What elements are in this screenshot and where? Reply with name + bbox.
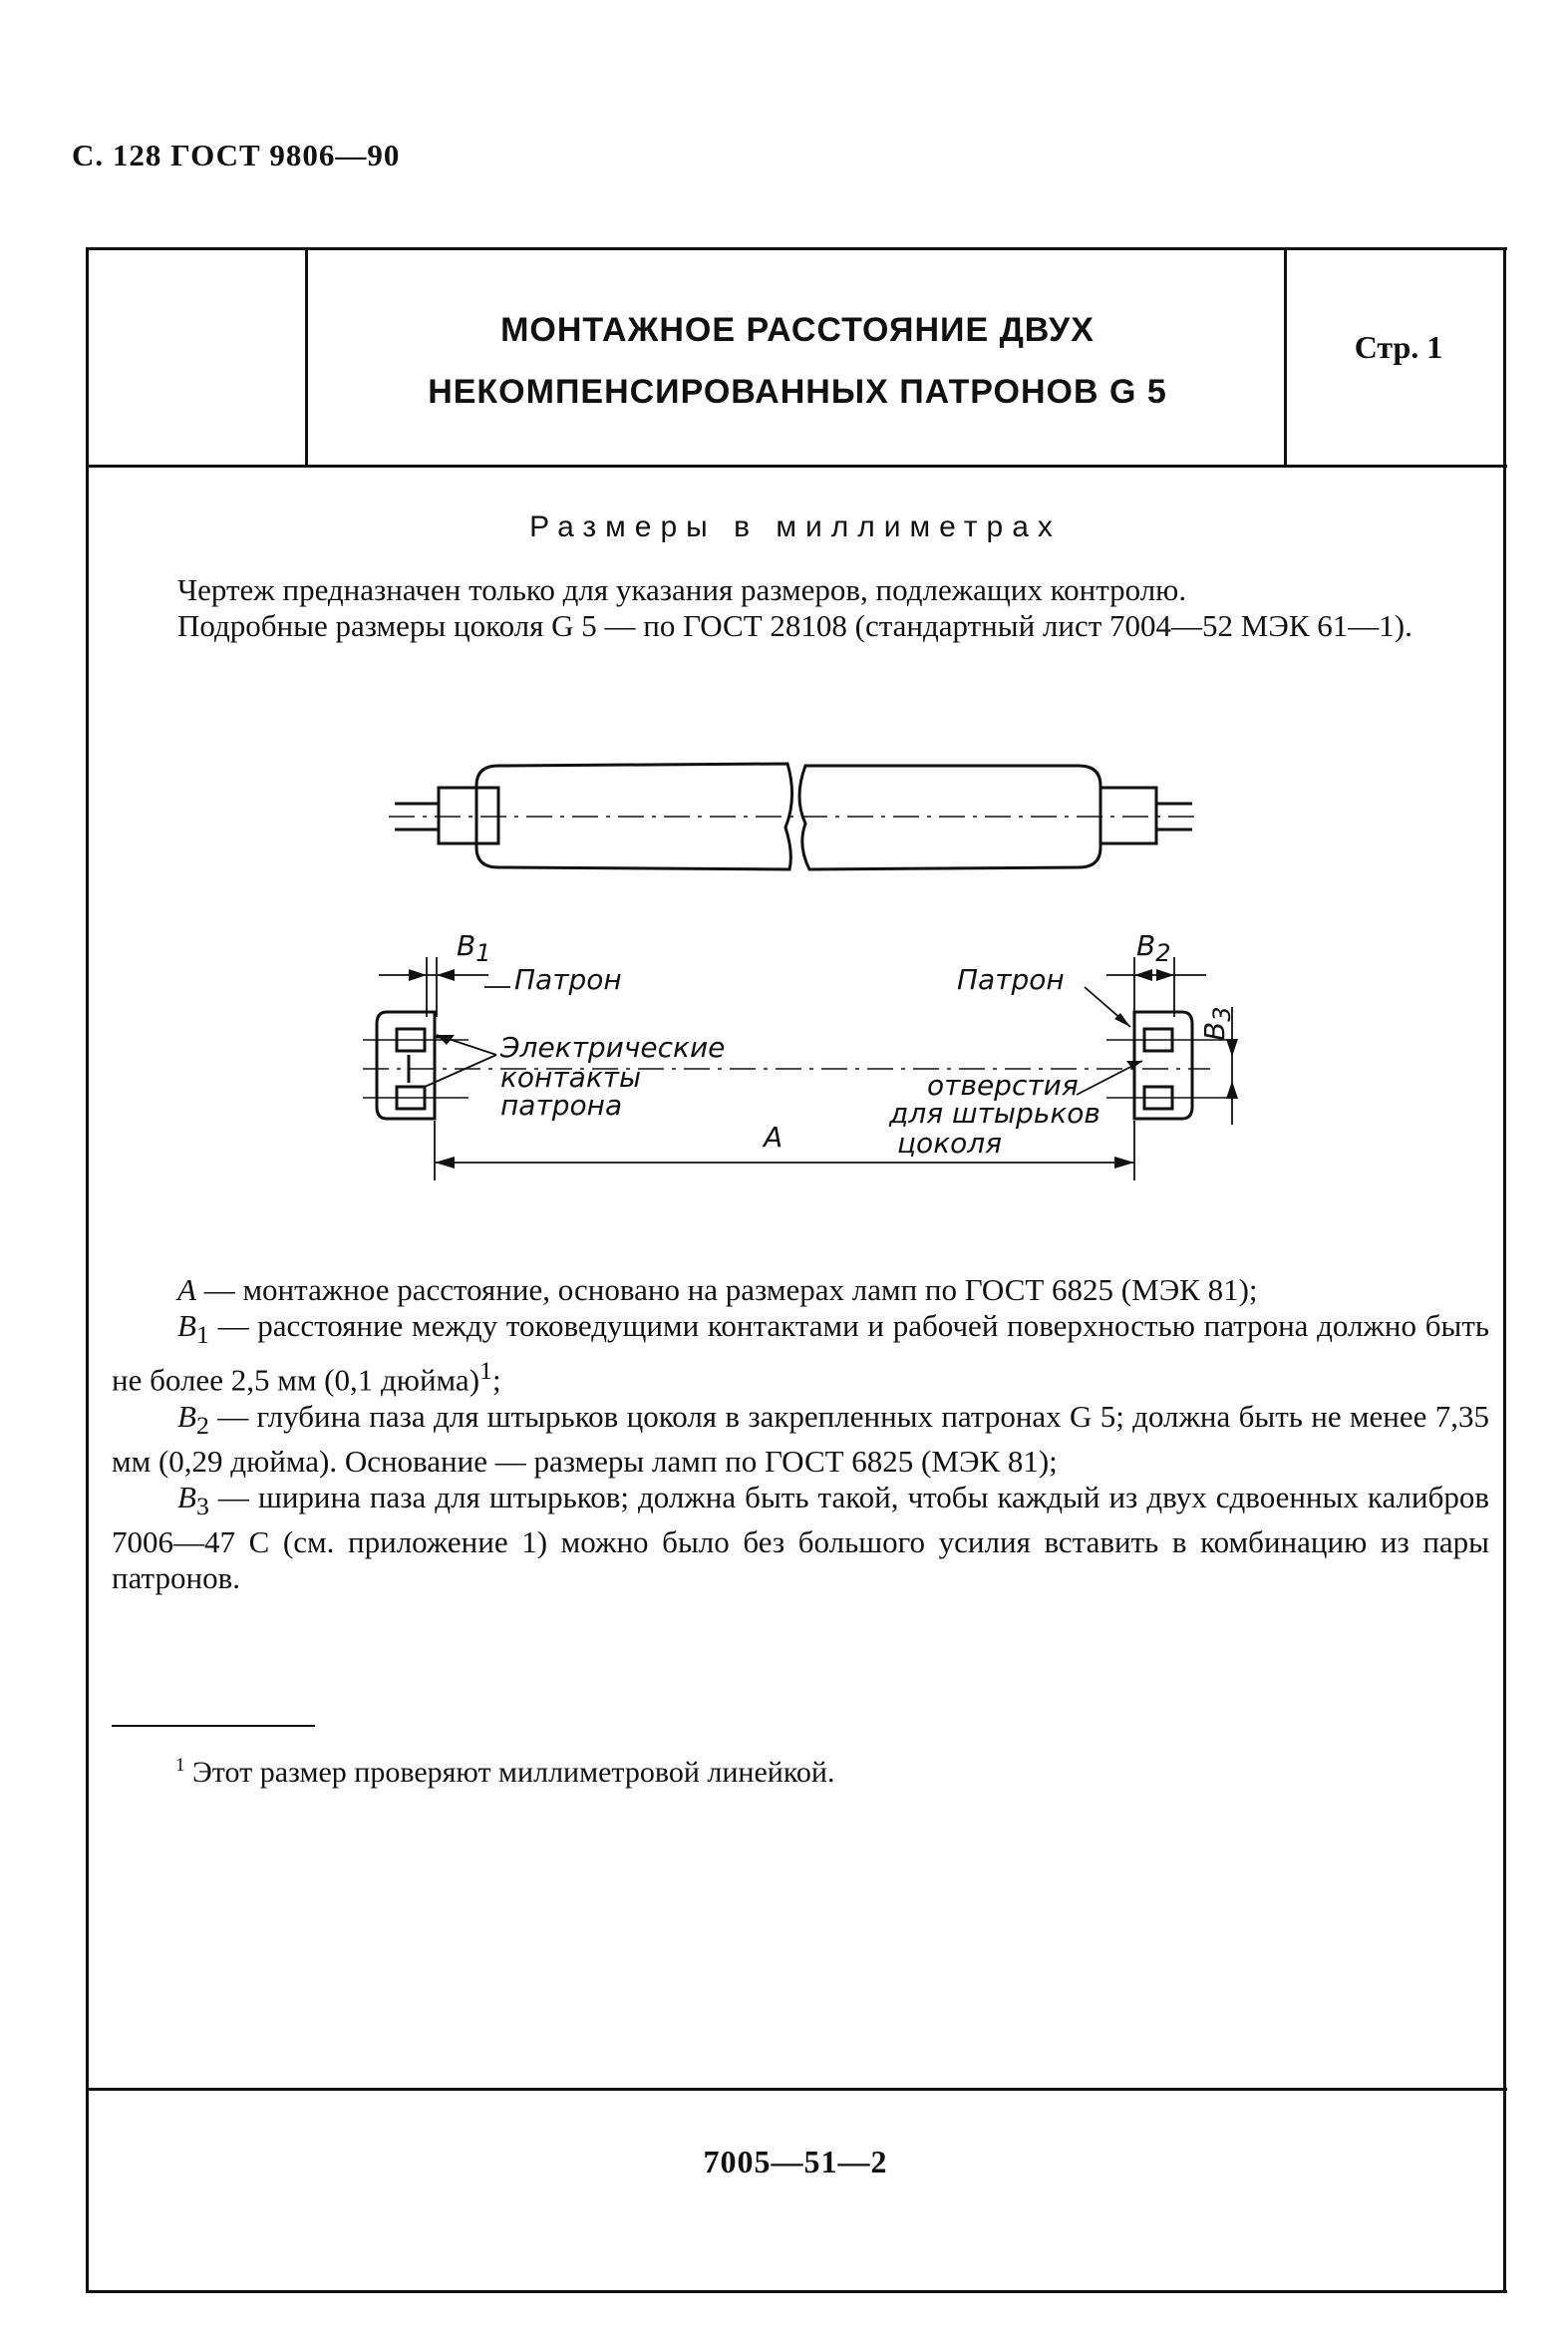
label-contacts-2: контакты (500, 1061, 642, 1094)
definition-a: А — монтажное расстояние, основано на размерах ламп по ГОСТ 6825 (МЭК 81); (177, 1272, 1258, 1307)
lamp-right-cap (1100, 788, 1156, 843)
lamp-left-cap (439, 788, 498, 843)
lamp-tube-right (799, 766, 1100, 869)
label-holes-2: для штырьков (889, 1097, 1100, 1130)
footer-top-rule (86, 2088, 1507, 2091)
page-label: Стр. 1 (1354, 329, 1443, 365)
label-holes-1: отверстия (927, 1069, 1079, 1102)
label-a: A (764, 1121, 784, 1154)
page-header: С. 128 ГОСТ 9806—90 (72, 138, 401, 172)
label-holes-3: цоколя (897, 1127, 1002, 1160)
title-line-2: НЕКОМПЕНСИРОВАННЫХ ПАТРОНОВ G 5 (428, 373, 1167, 411)
label-contacts-1: Электрические (500, 1031, 726, 1064)
definition-b3: $B_3$ — ширина паза для штырьков; должна быть такой, чтобы каждый из двух сдвоенных калибров 7006—47 С (см. приложение 1) можно было без большого усилия вставить в комбинацию из пары патронов. (112, 1479, 1489, 1595)
definitions (112, 1272, 1489, 1596)
label-b1: B1 (457, 929, 491, 967)
footnote-rule (112, 1725, 315, 1727)
frame-bottom-rule (86, 2290, 1507, 2293)
label-b3: B3 (1198, 1006, 1236, 1041)
footnote: $^1$ Этот размер проверяют миллиметровой линейкой. (175, 1755, 835, 1789)
intro-paragraph-2: Подробные размеры цоколя G 5 — по ГОСТ 28108 (стандартный лист 7004—52 МЭК 61—1). (177, 608, 1412, 643)
sheet-number: 7005—51—2 (703, 2144, 888, 2179)
title-line-1: МОНТАЖНОЕ РАССТОЯНИЕ ДВУХ (500, 311, 1095, 349)
definition-b2: $B_2$ — глубина паза для штырьков цоколя в закрепленных патронах G 5; должна быть не менее 7,35 мм (0,29 дюйма). Основание — размеры ламп по ГОСТ 6825 (МЭК 81); (112, 1398, 1489, 1479)
label-b2: B2 (1136, 929, 1171, 967)
label-contacts-3: патрона (500, 1089, 623, 1122)
units-note: Размеры в миллиметрах (529, 510, 1062, 543)
definition-b1: $B_1$ — расстояние между токоведущими контактами и рабочей поверхностью патрона должно быть не более 2,5 мм (0,1 дюйма)$^1$; (112, 1308, 1489, 1398)
intro-paragraph-1: Чертеж предназначен только для указания размеров, подлежащих контролю. (177, 572, 1187, 607)
label-holder-left: Патрон (514, 963, 622, 996)
label-holder-right: Патрон (957, 963, 1065, 996)
